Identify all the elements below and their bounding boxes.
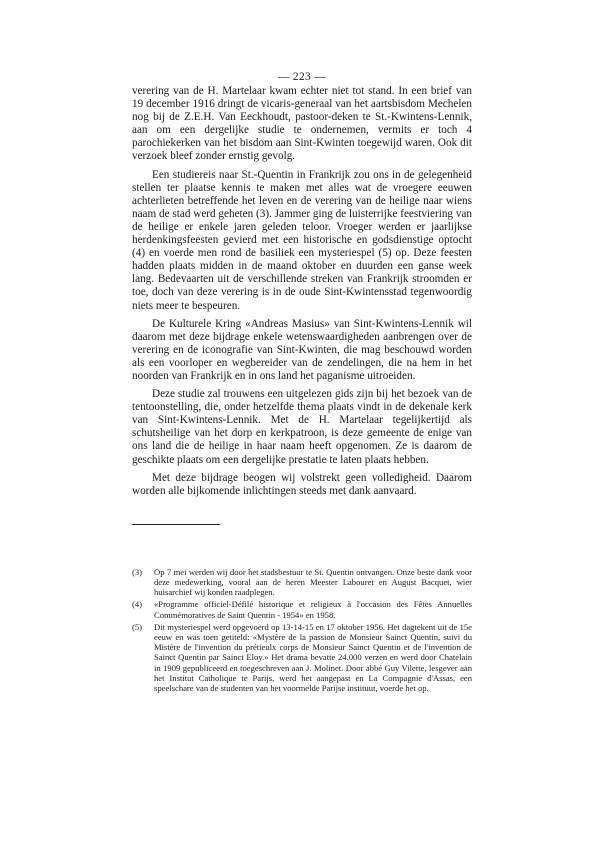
paragraph: verering van de H. Martelaar kwam echter niet tot stand. In een brief van 19 december 1916 dringt de vicaris-generaal van het aartsbisdom Mechelen nog bij de Z.E.H. Van Eeckhoudt, pastoor-deken te St.-Kwintens-Lennik, aan om een dergelijke studie te ondernemen, vermits er toch 4 parochiekerken van het bisdom aan Sint-Kwinten toegewijd waren. Ook dit verzoek bleef zonder ernstig gevolg.	[132, 85, 472, 163]
footnote-number: (3)	[132, 566, 143, 577]
footnote-divider	[132, 524, 220, 525]
footnote-text: «Programme officiel-Défilé historique et religieux à l'occasion des Fêtes Annuelles Commémoratives de Saint Quentin - 1954» en 1958.	[154, 599, 472, 620]
footnotes	[132, 567, 472, 693]
paragraph: Deze studie zal trouwens een uitgelezen gids zijn bij het bezoek van de tentoonstelling, die, onder hetzelfde thema plaats vindt in de dekenale kerk van Sint-Kwintens-Lennik. Met de H. Martelaar tegelijkertijd als schutsheilige van het dorp en kerkpatroon, is deze gemeente de enige van ons land die de heilige in haar naam heeft opgenomen. Ze is daarom de geschikte plaats om een dergelijke prestatie te laten plaats hebben.	[132, 388, 472, 466]
footnote	[132, 622, 472, 693]
paragraph: Een studiereis naar St.-Quentin in Frankrijk zou ons in de gelegenheid stellen ter plaatse kennis te maken met alles wat de vroegere eeuwen achterlieten betreffende het leven en de verering van de heilige naar wiens naam de stad werd geheten (3). Jammer ging de luisterrijke feestviering van de heilige er enkele jaren geleden teloor. Vroeger werden er jaarlijkse herdenkingsfeesten gevierd met een historische en godsdienstige optocht (4) en voerde men rond de basiliek een mysteriespel (5) op. Deze feesten hadden plaats midden in de maand oktober en duurden een ganse week lang. Bedevaarten uit de verschillende streken van Frankrijk stroomden er toe, doch van deze verering is in de oude Sint-Kwintensstad tegenwoordig niets meer te bespeuren.	[132, 168, 472, 312]
paragraph: De Kulturele Kring «Andreas Masius» van Sint-Kwintens-Lennik wil daarom met deze bijdrage enkele wetenswaardigheden aanbrengen over de verering en de iconografie van Sint-Kwinten, die mag beschouwd worden als een voorloper en wegbereider van de zendelingen, die na hem in het noorden van Frankrijk en in ons land het paganisme uitroeiden.	[132, 317, 472, 382]
book-page	[132, 70, 472, 695]
footnote	[132, 567, 472, 598]
footnote-number: (4)	[132, 599, 143, 610]
footnote-text: Op 7 mei werden wij door het stadsbestuur te St. Quentin ontvangen. Onze beste dank voor deze medewerking, vooral aan de heren Meester Labouret en August Bacquet, wier huisarchief wij konden raadplegen.	[154, 566, 472, 598]
footnote	[132, 599, 472, 619]
page-number: — 223 —	[277, 71, 327, 83]
footnote-number: (5)	[132, 621, 143, 632]
paragraph: Met deze bijdrage beogen wij volstrekt geen volledigheid. Daarom worden alle bijkomende inlichtingen steeds met dank aanvaard.	[132, 471, 472, 497]
body-text	[132, 85, 472, 498]
footnote-text: Dit mysteriespel werd opgevoerd op 13-14-15 en 17 oktober 1956. Het dagtekent uit de 15e eeuw en was toen getiteld: «Mystère de la passion de Monsieur Sainct Quentin, suivi du Mistère de l'invention du prétieulx corps de Monsieur Sainct Quentin et de l'invention de Sainct Quentin par Sainct Eloy.» Het drama bevatte 24.000 verzen en werd door Chatelain in 1909 gepubliceerd en toegeschreven aan J. Molinet. Door abbé Guy Vilette, lesgever aan het Institut Catholique te Parijs, werd het aangepast en La Compagnie d'Assas, een speelschare van de studenten van het voormelde Parijse instituut, voerde het op.	[154, 621, 472, 694]
